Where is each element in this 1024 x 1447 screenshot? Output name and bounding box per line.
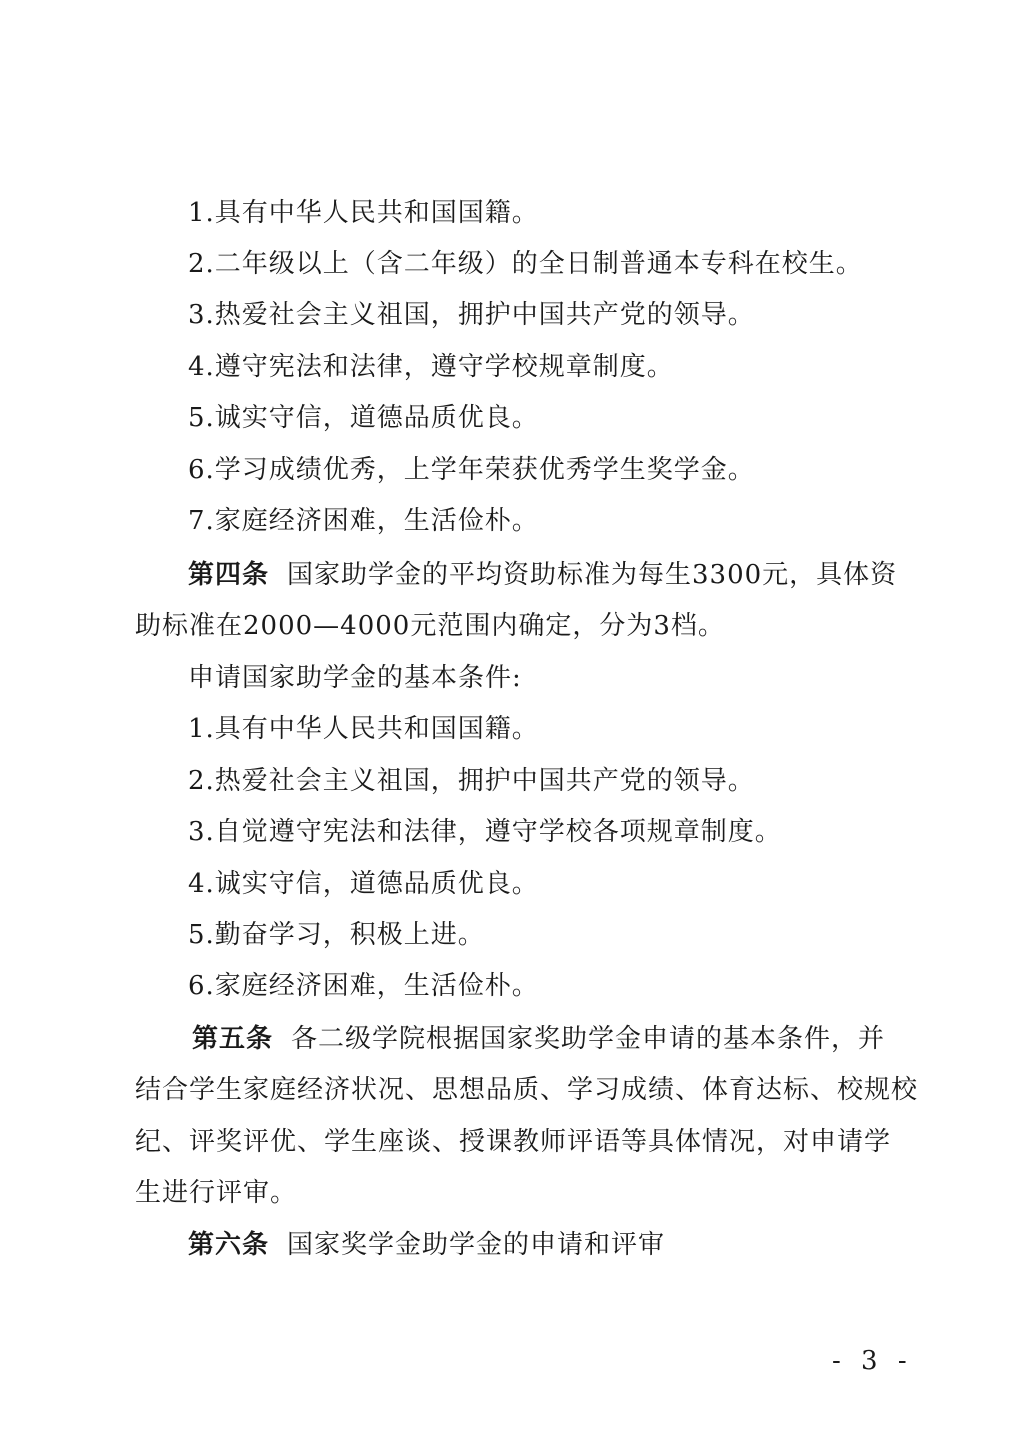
article-6-paragraph — [188, 1228, 665, 1262]
scholarship-condition-2: 2.二年级以上（含二年级）的全日制普通本专科在校生。 — [188, 249, 863, 279]
grant-condition-5: 5.勤奋学习，积极上进。 — [188, 920, 485, 950]
scholarship-condition-5: 5.诚实守信，道德品质优良。 — [188, 403, 539, 433]
grant-condition-1: 1.具有中华人民共和国国籍。 — [188, 714, 539, 744]
scholarship-condition-6: 6.学习成绩优秀，上学年荣获优秀学生奖学金。 — [188, 455, 755, 485]
grant-condition-3: 3.自觉遵守宪法和法律，遵守学校各项规章制度。 — [188, 817, 782, 847]
article-4-heading: 第四条 — [188, 560, 270, 590]
article-4-text-line2: 助标准在2000—4000元范围内确定，分为3档。 — [135, 611, 725, 641]
grant-condition-2: 2.热爱社会主义祖国，拥护中国共产党的领导。 — [188, 766, 755, 796]
article-5-text-line2: 结合学生家庭经济状况、思想品质、学习成绩、体育达标、校规校 — [135, 1075, 919, 1105]
grant-condition-6: 6.家庭经济困难，生活俭朴。 — [188, 971, 539, 1001]
article-4-text-line1: 国家助学金的平均资助标准为每生3300元，具体资 — [287, 560, 898, 590]
page-number: - 3 - — [832, 1346, 913, 1376]
grant-condition-4: 4.诚实守信，道德品质优良。 — [188, 869, 539, 899]
article-5-text-line4: 生进行评审。 — [135, 1178, 298, 1208]
article-5-text-line1: 各二级学院根据国家奖助学金申请的基本条件，并 — [291, 1024, 886, 1054]
article-6-heading: 第六条 — [188, 1230, 270, 1260]
article-6-text: 国家奖学金助学金的申请和评审 — [287, 1230, 666, 1260]
article-5-paragraph — [192, 1022, 885, 1056]
scholarship-condition-3: 3.热爱社会主义祖国，拥护中国共产党的领导。 — [188, 300, 755, 330]
article-5-heading: 第五条 — [192, 1024, 274, 1054]
grant-conditions-title: 申请国家助学金的基本条件: — [188, 663, 522, 693]
scholarship-condition-1: 1.具有中华人民共和国国籍。 — [188, 198, 539, 228]
scholarship-condition-7: 7.家庭经济困难，生活俭朴。 — [188, 506, 539, 536]
scholarship-condition-4: 4.遵守宪法和法律，遵守学校规章制度。 — [188, 352, 674, 382]
article-5-text-line3: 纪、评奖评优、学生座谈、授课教师评语等具体情况，对申请学 — [135, 1127, 892, 1157]
article-4-paragraph — [188, 558, 897, 592]
